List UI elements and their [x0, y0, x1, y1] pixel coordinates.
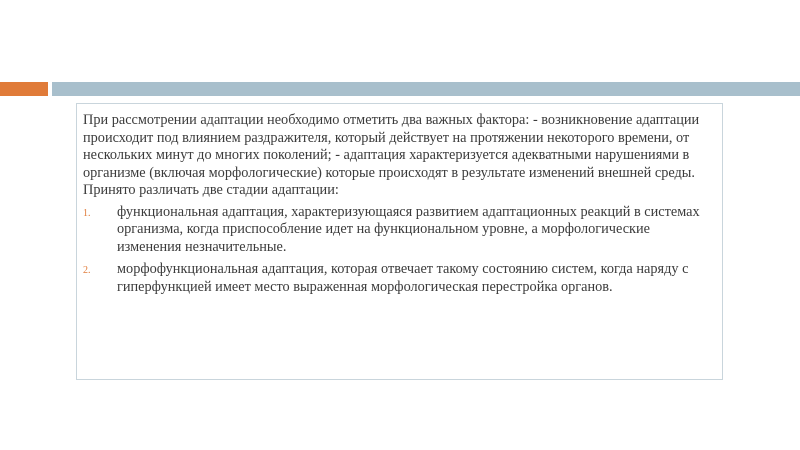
header-bar	[52, 82, 800, 96]
list-item-text: функциональная адаптация, характеризующаяся развитием адаптационных реакций в системах организма, когда приспособление идет на функциональном уровне, а морфологические изменения незначительные.	[117, 203, 700, 255]
list-marker: 2.	[83, 265, 91, 276]
list-marker: 1.	[83, 207, 91, 219]
list-item-text: морфофункциональная адаптация, которая отвечает такому состоянию систем, когда наряду с гиперфункцией имеет место выраженная морфологическая перестройка органов.	[117, 261, 689, 295]
adaptation-stages-list	[83, 204, 712, 297]
list-item	[83, 204, 712, 257]
intro-paragraph: При рассмотрении адаптации необходимо отметить два важных фактора: - возникновение адаптации происходит под влиянием раздражителя, который действует на протяжении некоторого времени, от нескольких минут до многих поколений; - адаптация характеризуется адекватными нарушениями в организме (включая морфологические) которые происходят в результате изменений внешней среды. Принято различать две стадии адаптации:	[83, 112, 700, 198]
header-accent-bar	[0, 82, 48, 96]
content-box	[76, 103, 723, 380]
list-item	[83, 261, 712, 296]
